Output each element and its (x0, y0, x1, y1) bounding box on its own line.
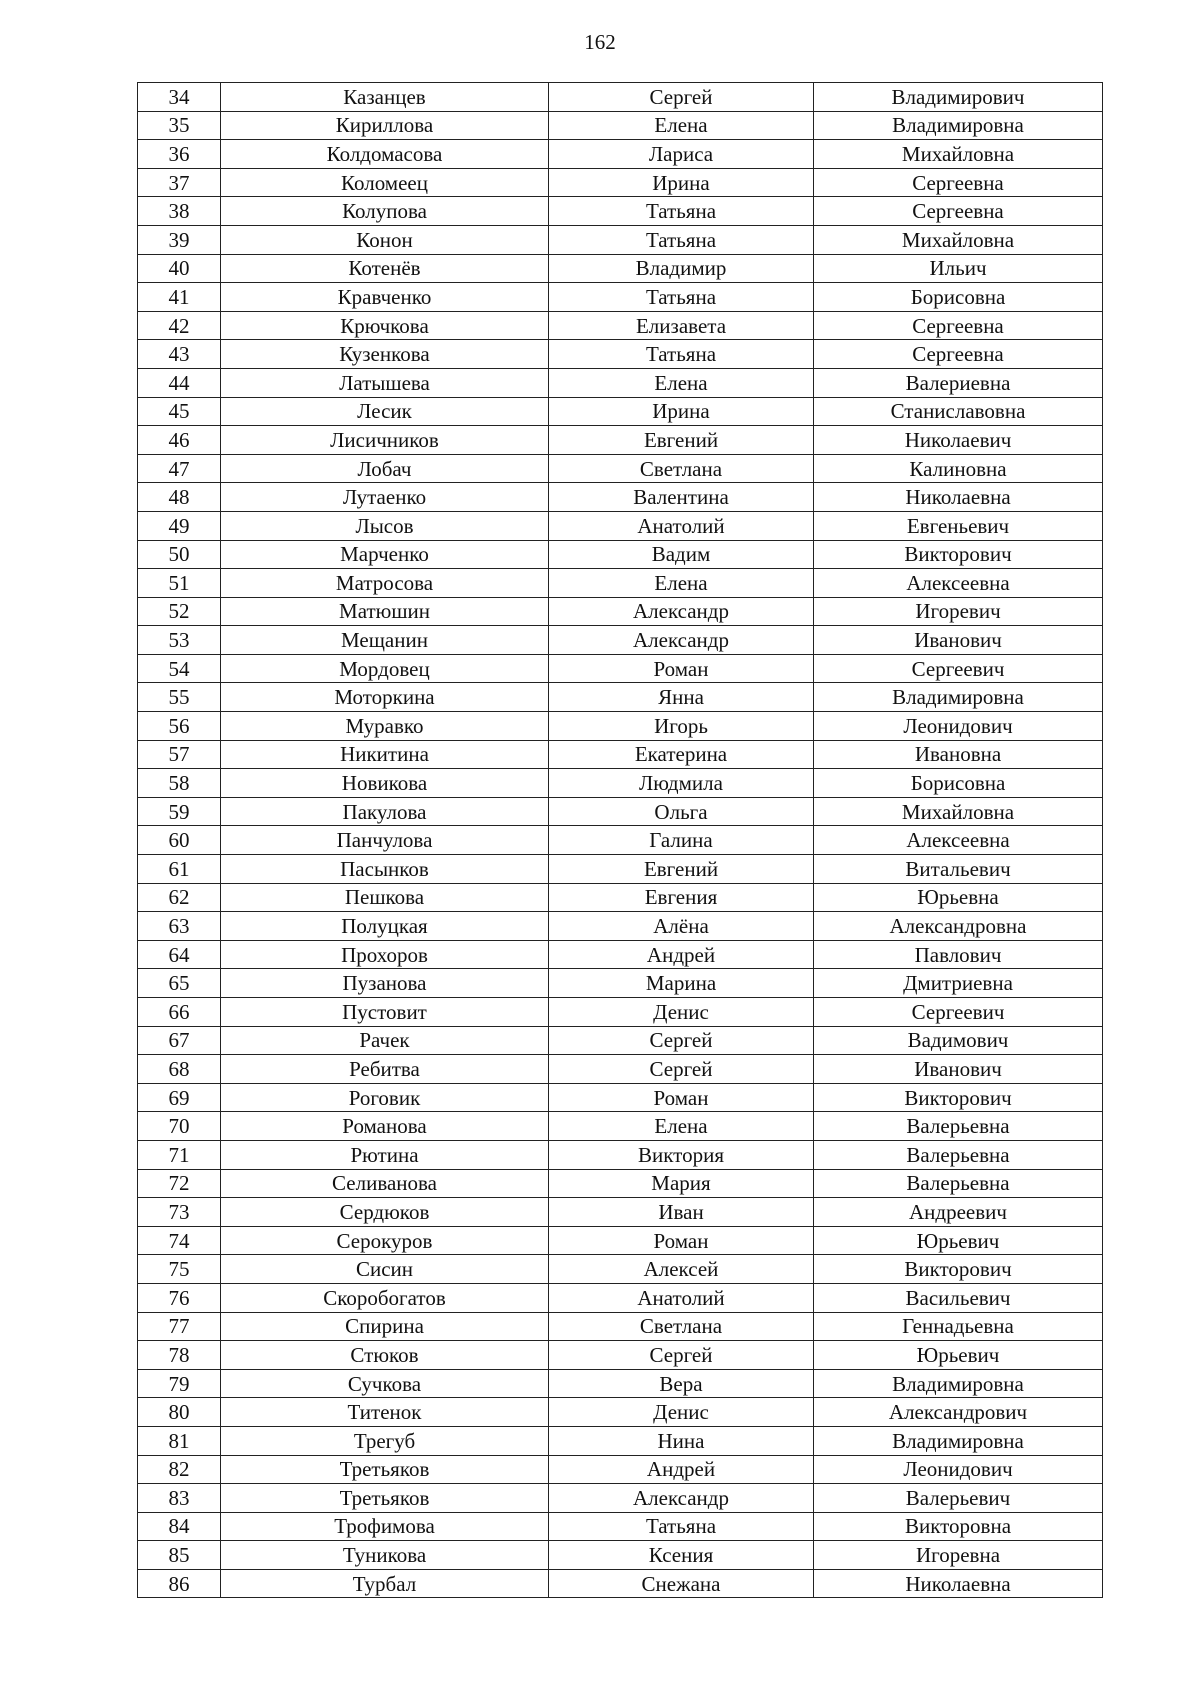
patronymic-cell: Владимировна (814, 111, 1103, 140)
patronymic-cell: Леонидович (814, 712, 1103, 741)
patronymic-cell: Юрьевна (814, 883, 1103, 912)
table-row (138, 1369, 1103, 1398)
row-number-cell: 64 (138, 940, 221, 969)
table-row (138, 912, 1103, 941)
first-name-cell: Снежана (549, 1569, 814, 1598)
last-name-cell: Лысов (221, 511, 549, 540)
table-row (138, 1140, 1103, 1169)
patronymic-cell: Иванович (814, 626, 1103, 655)
table-row (138, 483, 1103, 512)
patronymic-cell: Александрович (814, 1398, 1103, 1427)
patronymic-cell: Ивановна (814, 740, 1103, 769)
patronymic-cell: Павлович (814, 940, 1103, 969)
first-name-cell: Андрей (549, 1455, 814, 1484)
last-name-cell: Селиванова (221, 1169, 549, 1198)
last-name-cell: Новикова (221, 769, 549, 798)
table-row (138, 454, 1103, 483)
patronymic-cell: Михайловна (814, 797, 1103, 826)
patronymic-cell: Владимировна (814, 683, 1103, 712)
patronymic-cell: Сергеевна (814, 168, 1103, 197)
patronymic-cell: Борисовна (814, 283, 1103, 312)
patronymic-cell: Николаевна (814, 483, 1103, 512)
last-name-cell: Третьяков (221, 1455, 549, 1484)
last-name-cell: Полуцкая (221, 912, 549, 941)
last-name-cell: Трофимова (221, 1512, 549, 1541)
table-row (138, 1312, 1103, 1341)
last-name-cell: Рачек (221, 1026, 549, 1055)
last-name-cell: Панчулова (221, 826, 549, 855)
row-number-cell: 53 (138, 626, 221, 655)
patronymic-cell: Владимировна (814, 1369, 1103, 1398)
patronymic-cell: Ильич (814, 254, 1103, 283)
last-name-cell: Пешкова (221, 883, 549, 912)
row-number-cell: 85 (138, 1541, 221, 1570)
first-name-cell: Андрей (549, 940, 814, 969)
row-number-cell: 78 (138, 1341, 221, 1370)
last-name-cell: Мордовец (221, 654, 549, 683)
row-number-cell: 45 (138, 397, 221, 426)
row-number-cell: 65 (138, 969, 221, 998)
row-number-cell: 44 (138, 368, 221, 397)
roster-table (137, 82, 1103, 1598)
table-row (138, 940, 1103, 969)
row-number-cell: 51 (138, 569, 221, 598)
row-number-cell: 61 (138, 855, 221, 884)
row-number-cell: 35 (138, 111, 221, 140)
first-name-cell: Екатерина (549, 740, 814, 769)
row-number-cell: 77 (138, 1312, 221, 1341)
last-name-cell: Мещанин (221, 626, 549, 655)
first-name-cell: Роман (549, 1083, 814, 1112)
patronymic-cell: Игоревич (814, 597, 1103, 626)
table-row (138, 511, 1103, 540)
last-name-cell: Лутаенко (221, 483, 549, 512)
table-row (138, 1169, 1103, 1198)
table-row (138, 1426, 1103, 1455)
first-name-cell: Владимир (549, 254, 814, 283)
first-name-cell: Алёна (549, 912, 814, 941)
patronymic-cell: Алексеевна (814, 569, 1103, 598)
table-row (138, 883, 1103, 912)
first-name-cell: Ксения (549, 1541, 814, 1570)
last-name-cell: Рютина (221, 1140, 549, 1169)
first-name-cell: Галина (549, 826, 814, 855)
first-name-cell: Татьяна (549, 1512, 814, 1541)
patronymic-cell: Викторович (814, 1083, 1103, 1112)
first-name-cell: Евгения (549, 883, 814, 912)
row-number-cell: 71 (138, 1140, 221, 1169)
table-row (138, 1112, 1103, 1141)
table-row (138, 769, 1103, 798)
first-name-cell: Виктория (549, 1140, 814, 1169)
last-name-cell: Пузанова (221, 969, 549, 998)
first-name-cell: Татьяна (549, 340, 814, 369)
first-name-cell: Алексей (549, 1255, 814, 1284)
row-number-cell: 72 (138, 1169, 221, 1198)
row-number-cell: 74 (138, 1226, 221, 1255)
table-row (138, 1512, 1103, 1541)
patronymic-cell: Юрьевич (814, 1341, 1103, 1370)
patronymic-cell: Владимировна (814, 1426, 1103, 1455)
last-name-cell: Матросова (221, 569, 549, 598)
row-number-cell: 58 (138, 769, 221, 798)
patronymic-cell: Сергеевич (814, 654, 1103, 683)
last-name-cell: Трегуб (221, 1426, 549, 1455)
last-name-cell: Колдомасова (221, 140, 549, 169)
first-name-cell: Вадим (549, 540, 814, 569)
first-name-cell: Мария (549, 1169, 814, 1198)
table-row (138, 1226, 1103, 1255)
patronymic-cell: Владимирович (814, 83, 1103, 112)
patronymic-cell: Станиславовна (814, 397, 1103, 426)
row-number-cell: 40 (138, 254, 221, 283)
last-name-cell: Казанцев (221, 83, 549, 112)
row-number-cell: 43 (138, 340, 221, 369)
row-number-cell: 37 (138, 168, 221, 197)
table-row (138, 626, 1103, 655)
last-name-cell: Кириллова (221, 111, 549, 140)
last-name-cell: Пустовит (221, 998, 549, 1027)
first-name-cell: Елена (549, 569, 814, 598)
table-row (138, 1341, 1103, 1370)
patronymic-cell: Вадимович (814, 1026, 1103, 1055)
first-name-cell: Роман (549, 1226, 814, 1255)
last-name-cell: Романова (221, 1112, 549, 1141)
last-name-cell: Пасынков (221, 855, 549, 884)
table-row (138, 998, 1103, 1027)
table-row (138, 1455, 1103, 1484)
patronymic-cell: Валерьевна (814, 1140, 1103, 1169)
row-number-cell: 81 (138, 1426, 221, 1455)
row-number-cell: 34 (138, 83, 221, 112)
patronymic-cell: Викторовна (814, 1512, 1103, 1541)
first-name-cell: Евгений (549, 855, 814, 884)
table-row (138, 797, 1103, 826)
first-name-cell: Марина (549, 969, 814, 998)
first-name-cell: Елена (549, 111, 814, 140)
last-name-cell: Коломеец (221, 168, 549, 197)
first-name-cell: Янна (549, 683, 814, 712)
table-row (138, 254, 1103, 283)
first-name-cell: Татьяна (549, 283, 814, 312)
row-number-cell: 76 (138, 1283, 221, 1312)
first-name-cell: Татьяна (549, 197, 814, 226)
first-name-cell: Лариса (549, 140, 814, 169)
last-name-cell: Моторкина (221, 683, 549, 712)
last-name-cell: Никитина (221, 740, 549, 769)
table-row (138, 397, 1103, 426)
page-number: 162 (584, 30, 616, 54)
last-name-cell: Конон (221, 225, 549, 254)
patronymic-cell: Дмитриевна (814, 969, 1103, 998)
row-number-cell: 47 (138, 454, 221, 483)
row-number-cell: 68 (138, 1055, 221, 1084)
row-number-cell: 59 (138, 797, 221, 826)
patronymic-cell: Викторович (814, 540, 1103, 569)
first-name-cell: Нина (549, 1426, 814, 1455)
table-row (138, 311, 1103, 340)
row-number-cell: 36 (138, 140, 221, 169)
row-number-cell: 82 (138, 1455, 221, 1484)
row-number-cell: 63 (138, 912, 221, 941)
row-number-cell: 80 (138, 1398, 221, 1427)
table-row (138, 969, 1103, 998)
table-row (138, 340, 1103, 369)
row-number-cell: 55 (138, 683, 221, 712)
patronymic-cell: Валерьевич (814, 1484, 1103, 1513)
patronymic-cell: Васильевич (814, 1283, 1103, 1312)
row-number-cell: 38 (138, 197, 221, 226)
patronymic-cell: Михайловна (814, 140, 1103, 169)
last-name-cell: Сисин (221, 1255, 549, 1284)
table-row (138, 1026, 1103, 1055)
row-number-cell: 39 (138, 225, 221, 254)
patronymic-cell: Алексеевна (814, 826, 1103, 855)
row-number-cell: 60 (138, 826, 221, 855)
last-name-cell: Скоробогатов (221, 1283, 549, 1312)
last-name-cell: Лобач (221, 454, 549, 483)
table-row (138, 1283, 1103, 1312)
last-name-cell: Латышева (221, 368, 549, 397)
patronymic-cell: Леонидович (814, 1455, 1103, 1484)
row-number-cell: 49 (138, 511, 221, 540)
row-number-cell: 70 (138, 1112, 221, 1141)
first-name-cell: Игорь (549, 712, 814, 741)
row-number-cell: 83 (138, 1484, 221, 1513)
first-name-cell: Александр (549, 1484, 814, 1513)
last-name-cell: Пакулова (221, 797, 549, 826)
patronymic-cell: Геннадьевна (814, 1312, 1103, 1341)
table-row (138, 1541, 1103, 1570)
first-name-cell: Людмила (549, 769, 814, 798)
patronymic-cell: Игоревна (814, 1541, 1103, 1570)
roster-table-body (138, 83, 1103, 1598)
first-name-cell: Анатолий (549, 1283, 814, 1312)
row-number-cell: 50 (138, 540, 221, 569)
row-number-cell: 54 (138, 654, 221, 683)
table-row (138, 712, 1103, 741)
first-name-cell: Елена (549, 368, 814, 397)
first-name-cell: Сергей (549, 1055, 814, 1084)
first-name-cell: Светлана (549, 1312, 814, 1341)
row-number-cell: 57 (138, 740, 221, 769)
patronymic-cell: Андреевич (814, 1198, 1103, 1227)
first-name-cell: Денис (549, 998, 814, 1027)
row-number-cell: 67 (138, 1026, 221, 1055)
first-name-cell: Евгений (549, 426, 814, 455)
table-row (138, 1484, 1103, 1513)
last-name-cell: Матюшин (221, 597, 549, 626)
last-name-cell: Ребитва (221, 1055, 549, 1084)
patronymic-cell: Валерьевна (814, 1169, 1103, 1198)
last-name-cell: Крючкова (221, 311, 549, 340)
table-row (138, 140, 1103, 169)
patronymic-cell: Михайловна (814, 225, 1103, 254)
table-row (138, 111, 1103, 140)
first-name-cell: Ольга (549, 797, 814, 826)
patronymic-cell: Николаевич (814, 426, 1103, 455)
last-name-cell: Титенок (221, 1398, 549, 1427)
row-number-cell: 86 (138, 1569, 221, 1598)
patronymic-cell: Калиновна (814, 454, 1103, 483)
table-row (138, 197, 1103, 226)
first-name-cell: Валентина (549, 483, 814, 512)
patronymic-cell: Викторович (814, 1255, 1103, 1284)
patronymic-cell: Сергеевич (814, 998, 1103, 1027)
table-row (138, 225, 1103, 254)
table-row (138, 1398, 1103, 1427)
patronymic-cell: Юрьевич (814, 1226, 1103, 1255)
patronymic-cell: Евгеньевич (814, 511, 1103, 540)
row-number-cell: 69 (138, 1083, 221, 1112)
last-name-cell: Кузенкова (221, 340, 549, 369)
row-number-cell: 41 (138, 283, 221, 312)
first-name-cell: Вера (549, 1369, 814, 1398)
table-row (138, 540, 1103, 569)
row-number-cell: 48 (138, 483, 221, 512)
row-number-cell: 84 (138, 1512, 221, 1541)
table-row (138, 168, 1103, 197)
table-row (138, 83, 1103, 112)
row-number-cell: 56 (138, 712, 221, 741)
row-number-cell: 62 (138, 883, 221, 912)
patronymic-cell: Сергеевна (814, 340, 1103, 369)
last-name-cell: Лисичников (221, 426, 549, 455)
row-number-cell: 79 (138, 1369, 221, 1398)
last-name-cell: Марченко (221, 540, 549, 569)
first-name-cell: Елизавета (549, 311, 814, 340)
first-name-cell: Сергей (549, 1026, 814, 1055)
patronymic-cell: Борисовна (814, 769, 1103, 798)
table-row (138, 855, 1103, 884)
last-name-cell: Туникова (221, 1541, 549, 1570)
last-name-cell: Стюков (221, 1341, 549, 1370)
last-name-cell: Колупова (221, 197, 549, 226)
row-number-cell: 66 (138, 998, 221, 1027)
row-number-cell: 52 (138, 597, 221, 626)
table-row (138, 683, 1103, 712)
patronymic-cell: Валерьевна (814, 1112, 1103, 1141)
table-row (138, 368, 1103, 397)
last-name-cell: Серокуров (221, 1226, 549, 1255)
first-name-cell: Сергей (549, 83, 814, 112)
first-name-cell: Александр (549, 597, 814, 626)
first-name-cell: Ирина (549, 397, 814, 426)
patronymic-cell: Сергеевна (814, 197, 1103, 226)
last-name-cell: Прохоров (221, 940, 549, 969)
first-name-cell: Александр (549, 626, 814, 655)
table-row (138, 654, 1103, 683)
patronymic-cell: Иванович (814, 1055, 1103, 1084)
table-row (138, 740, 1103, 769)
first-name-cell: Денис (549, 1398, 814, 1427)
first-name-cell: Елена (549, 1112, 814, 1141)
row-number-cell: 42 (138, 311, 221, 340)
last-name-cell: Сучкова (221, 1369, 549, 1398)
table-row (138, 826, 1103, 855)
row-number-cell: 46 (138, 426, 221, 455)
table-row (138, 426, 1103, 455)
last-name-cell: Котенёв (221, 254, 549, 283)
patronymic-cell: Валериевна (814, 368, 1103, 397)
last-name-cell: Сердюков (221, 1198, 549, 1227)
first-name-cell: Светлана (549, 454, 814, 483)
first-name-cell: Ирина (549, 168, 814, 197)
table-row (138, 597, 1103, 626)
table-row (138, 569, 1103, 598)
first-name-cell: Татьяна (549, 225, 814, 254)
last-name-cell: Кравченко (221, 283, 549, 312)
last-name-cell: Спирина (221, 1312, 549, 1341)
patronymic-cell: Александровна (814, 912, 1103, 941)
patronymic-cell: Сергеевна (814, 311, 1103, 340)
table-row (138, 1569, 1103, 1598)
last-name-cell: Лесик (221, 397, 549, 426)
table-row (138, 1198, 1103, 1227)
patronymic-cell: Николаевна (814, 1569, 1103, 1598)
last-name-cell: Третьяков (221, 1484, 549, 1513)
row-number-cell: 75 (138, 1255, 221, 1284)
table-row (138, 1255, 1103, 1284)
table-row (138, 1083, 1103, 1112)
patronymic-cell: Витальевич (814, 855, 1103, 884)
row-number-cell: 73 (138, 1198, 221, 1227)
first-name-cell: Роман (549, 654, 814, 683)
last-name-cell: Турбал (221, 1569, 549, 1598)
first-name-cell: Иван (549, 1198, 814, 1227)
table-row (138, 283, 1103, 312)
first-name-cell: Анатолий (549, 511, 814, 540)
table-row (138, 1055, 1103, 1084)
last-name-cell: Муравко (221, 712, 549, 741)
first-name-cell: Сергей (549, 1341, 814, 1370)
last-name-cell: Роговик (221, 1083, 549, 1112)
